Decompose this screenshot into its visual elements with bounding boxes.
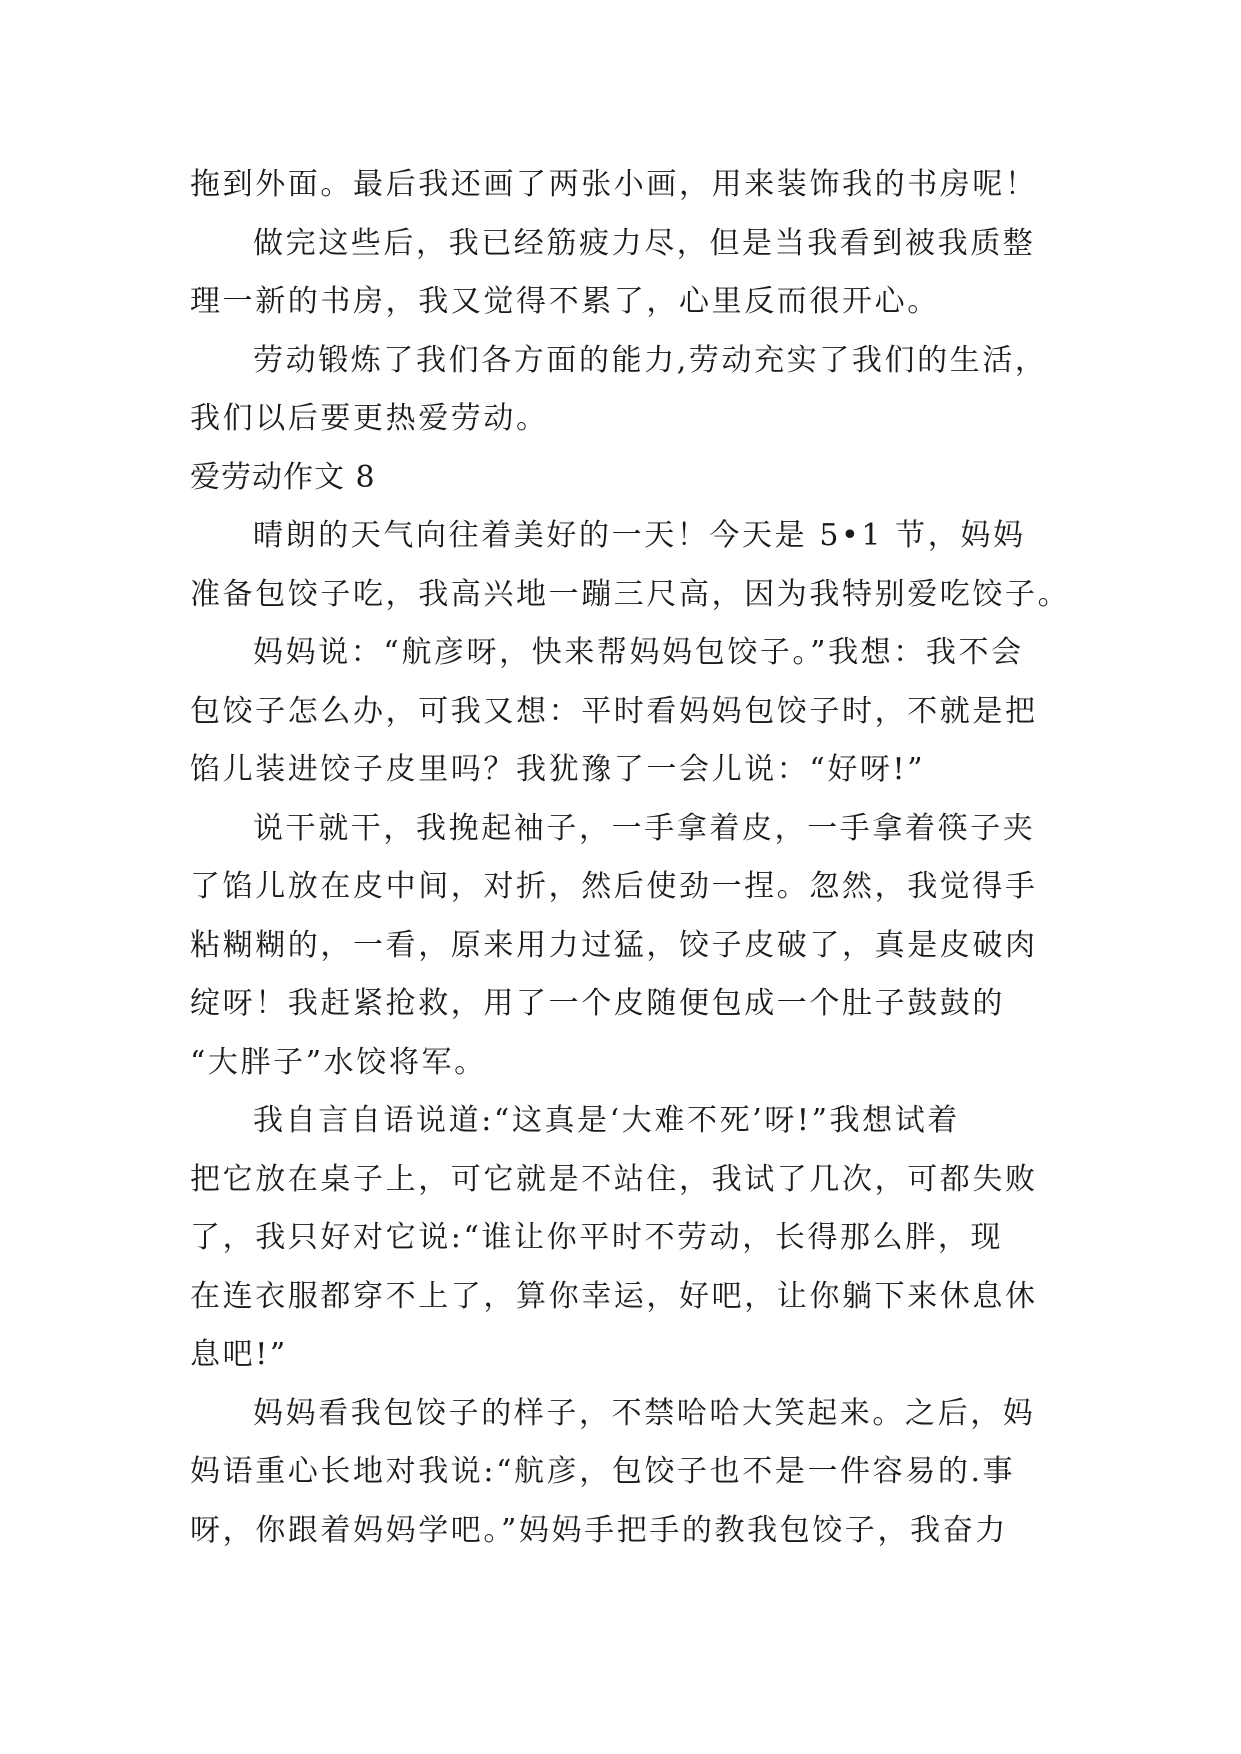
text-line: 了，我只好对它说:“谁让你平时不劳动，长得那么胖，现: [190, 1220, 1004, 1255]
text-line: 准备包饺子吃，我高兴地一蹦三尺高，因为我特别爱吃饺子。: [190, 576, 1071, 612]
text-line: 粘糊糊的，一看，原来用力过猛，饺子皮破了，真是皮破肉: [190, 927, 1038, 963]
text-line: 包饺子怎么办，可我又想：平时看妈妈包饺子时，不就是把: [190, 693, 1038, 729]
text-line: 说干就干，我挽起袖子，一手拿着皮，一手拿着筷子夹: [253, 810, 1036, 846]
text-line: 我自言自语说道:“这真是‘大难不死’呀!”我想试着: [253, 1103, 960, 1138]
text-line: 妈妈看我包饺子的样子，不禁哈哈大笑起来。之后，妈: [253, 1395, 1036, 1431]
text-line: 妈妈说：“航彦呀，快来帮妈妈包饺子。”我想：我不会: [253, 635, 1024, 670]
text-line: 做完这些后，我已经筋疲力尽，但是当我看到被我质整: [253, 225, 1036, 261]
text-line: 在连衣服都穿不上了，算你幸运，好吧，让你躺下来休息休: [190, 1278, 1038, 1314]
text-line: 晴朗的天气向往着美好的一天！今天是 5•1 节，妈妈: [253, 518, 1026, 553]
text-line: 妈语重心长地对我说:“航彦，包饺子也不是一件容易的.事: [190, 1454, 1016, 1489]
text-line: 了馅儿放在皮中间，对折，然后使劲一捏。忽然，我觉得手: [190, 869, 1038, 904]
text-line: 馅儿装进饺子皮里吗？我犹豫了一会儿说：“好呀!”: [190, 752, 926, 787]
text-line: 劳动锻炼了我们各方面的能力,劳动充实了我们的生活，: [253, 342, 1048, 378]
text-line: 拖到外面。最后我还画了两张小画，用来装饰我的书房呢！: [190, 167, 1038, 202]
text-line: 呀，你跟着妈妈学吧。”妈妈手把手的教我包饺子，我奋力: [190, 1512, 1008, 1548]
document-body: [190, 156, 1071, 1560]
text-line: 我们以后要更热爱劳动。: [190, 401, 549, 436]
section-heading: 爱劳动作文 8: [190, 459, 376, 495]
text-line: 理一新的书房，我又觉得不累了，心里反而很开心。: [190, 284, 940, 319]
text-line: 绽呀！我赶紧抢救，用了一个皮随便包成一个肚子鼓鼓的: [190, 986, 1005, 1021]
text-line: “大胖子”水饺将军。: [190, 1044, 487, 1080]
text-line: 息吧!”: [190, 1337, 288, 1372]
text-line: 把它放在桌子上，可它就是不站住，我试了几次，可都失败: [190, 1161, 1038, 1197]
